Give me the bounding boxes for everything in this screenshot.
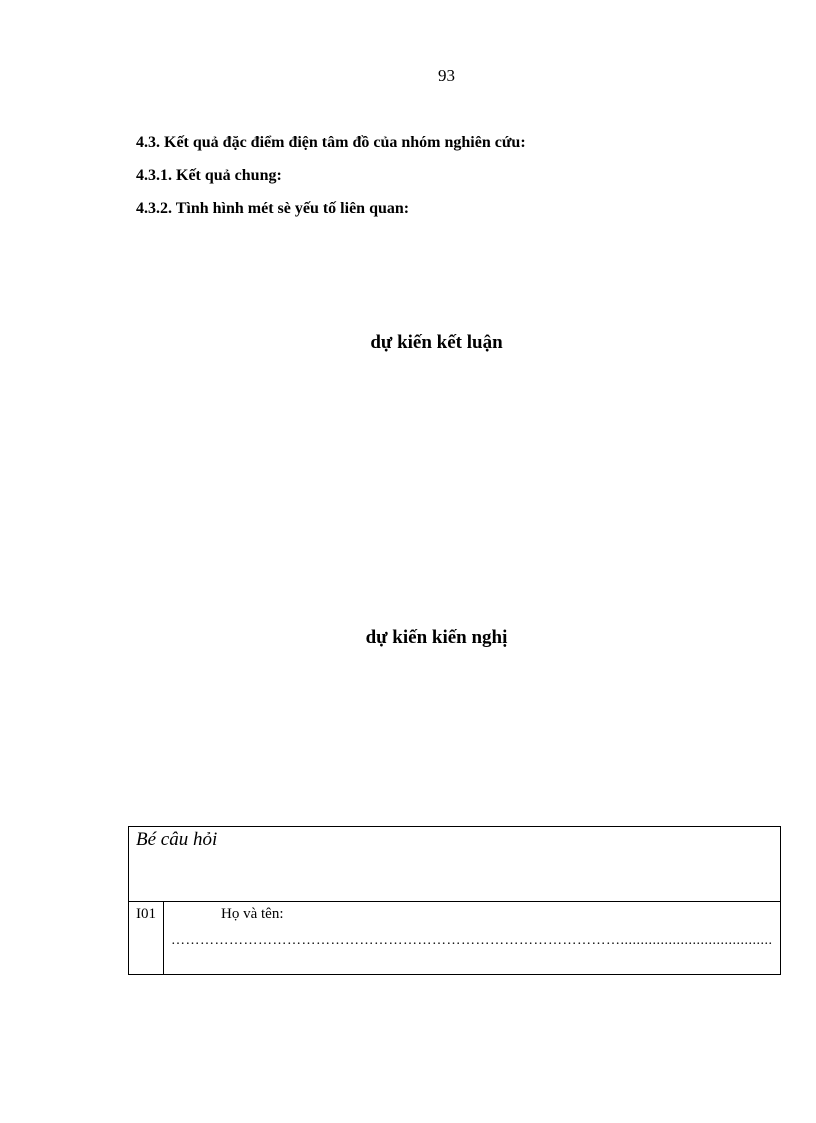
- conclusion-title: dự kiến kết luận: [370, 332, 503, 353]
- questionnaire-title-row: [129, 827, 781, 902]
- question-cell: [164, 902, 781, 975]
- recommendation-title: dự kiến kiến nghị: [365, 627, 508, 648]
- section-heading-4-3: 4.3. Kết quả đặc điểm điện tâm đồ của nhóm nghiên cứu:: [136, 134, 526, 151]
- page-number: 93: [438, 66, 455, 85]
- section-heading-4-3-2: 4.3.2. Tình hình mét sè yếu tố liên quan:: [136, 200, 410, 217]
- table-row: [129, 902, 781, 975]
- questionnaire-title: Bé câu hỏi: [129, 827, 781, 902]
- questionnaire-table: [128, 826, 781, 975]
- question-code: I01: [129, 902, 164, 975]
- section-heading-4-3-1: 4.3.1. Kết quả chung:: [136, 167, 282, 184]
- answer-fill-line[interactable]: …………………………………………………………………………………......................................: [171, 933, 773, 948]
- question-label: Họ và tên:: [221, 906, 284, 922]
